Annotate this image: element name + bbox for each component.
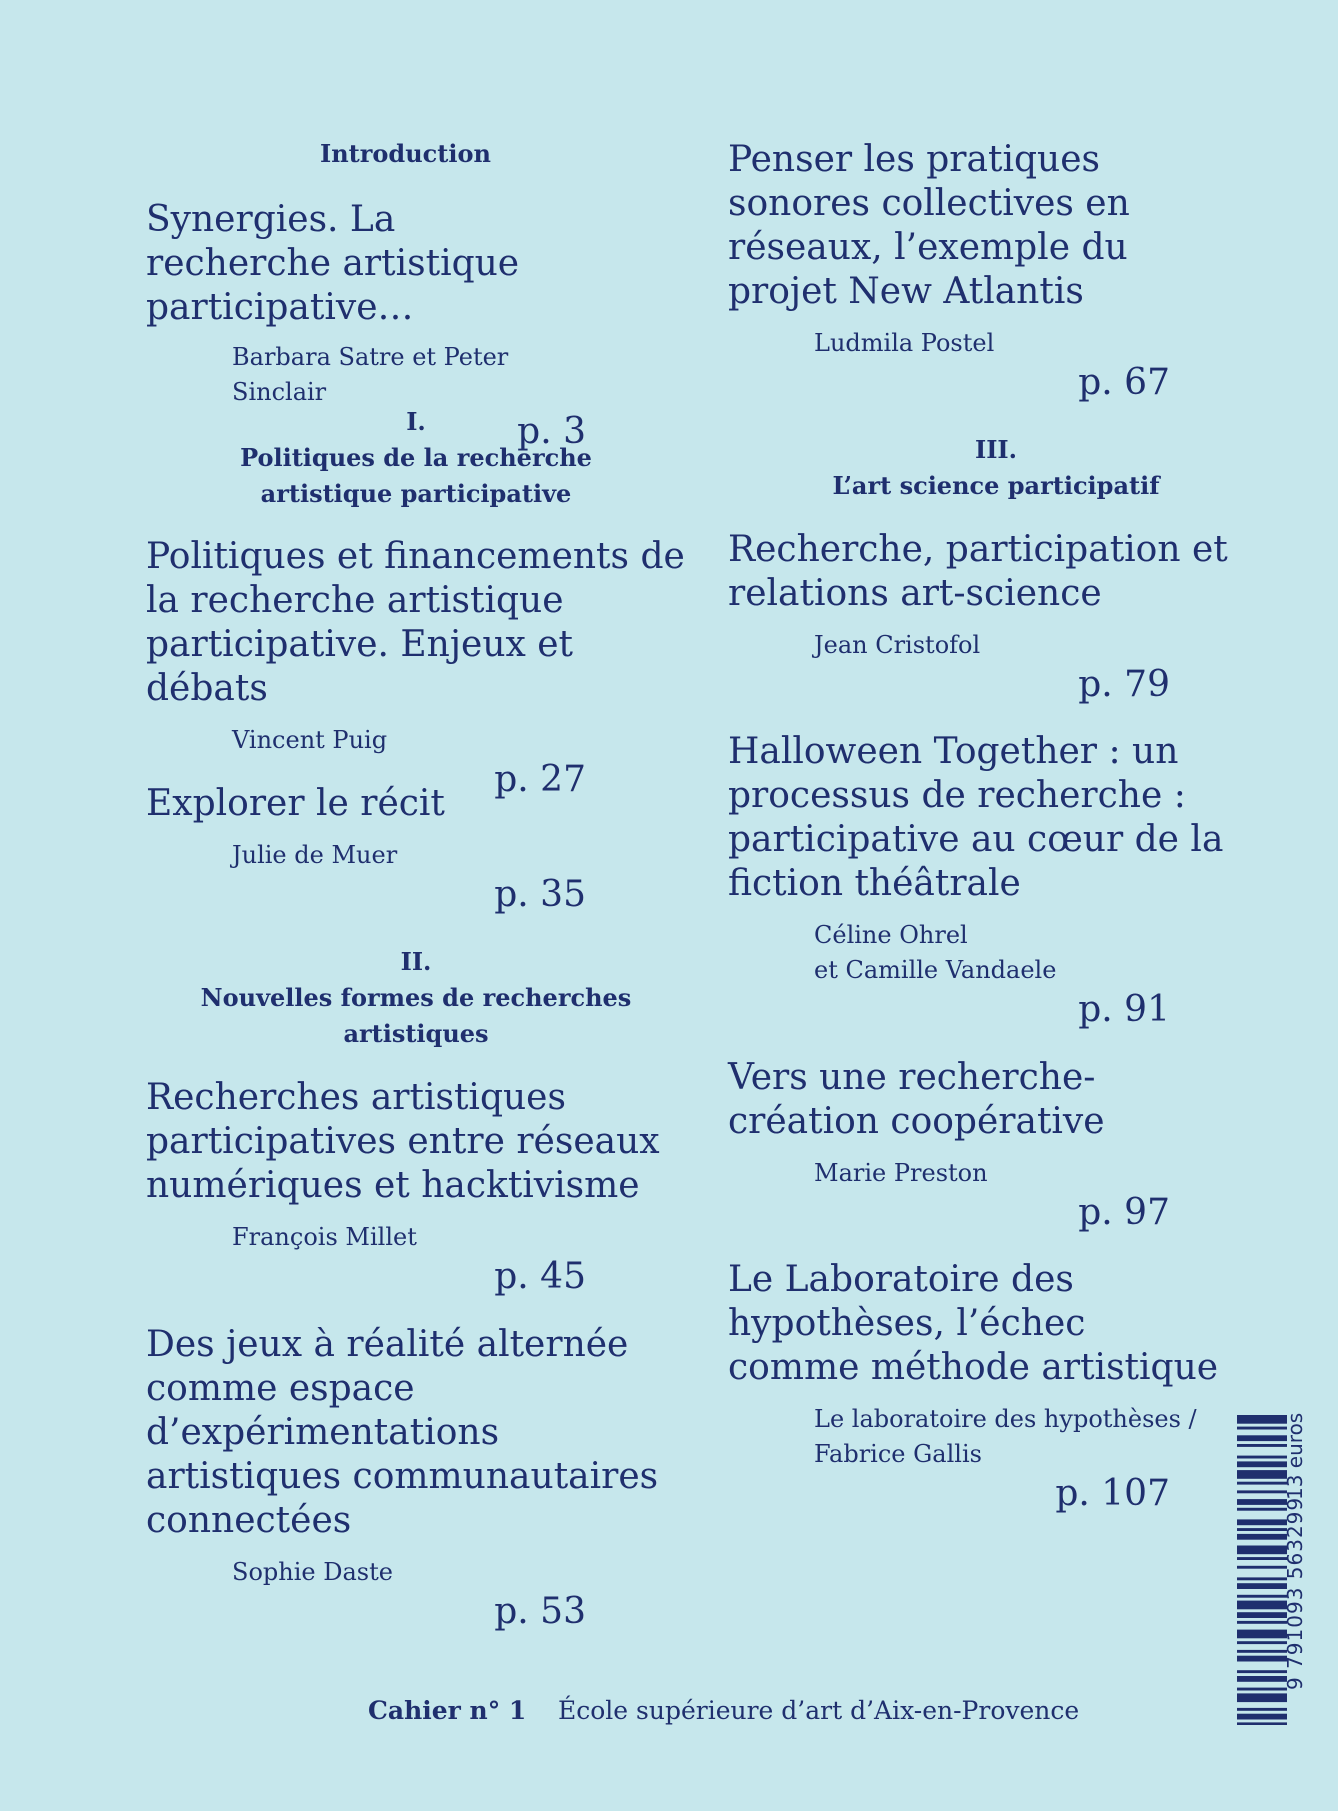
entry-author: Céline Ohrel et Camille Vandaele [814,921,1057,984]
price-label: 13 euros [1283,1412,1307,1500]
toc-entry-107 [728,1258,1228,1516]
entry-author: Le laboratoire des hypothèses / Fabrice Gallis [814,1405,1197,1468]
barcode-bar [1237,1656,1287,1662]
entry-author: Julie de Muer [232,841,398,869]
issue-label: Cahier n° 1 [368,1696,527,1725]
barcode-bar [1237,1630,1287,1639]
barcode-bar [1237,1482,1287,1485]
entry-author: François Millet [232,1223,417,1251]
entry-title: Synergies. La recherche artistique participative… [146,199,520,328]
section-heading-1 [146,404,686,512]
barcode-bar [1237,1612,1287,1618]
barcode-bar [1237,1688,1287,1691]
section-title: L’art science participatif [832,471,1160,500]
barcode-bar [1237,1435,1287,1441]
barcode-bar [1237,1566,1287,1569]
entry-page: p. 27 [494,759,586,800]
barcode-bar [1237,1557,1287,1560]
barcode-bar [1237,1595,1287,1598]
isbn-number: 9 791093 563299 [1283,1496,1307,1690]
introduction-label: Introduction [320,139,491,168]
entry-page: p. 67 [1078,362,1170,403]
entry-page: p. 35 [494,874,586,915]
entry-author: Ludmila Postel [814,329,995,357]
publisher-name: École supérieure d’art d’Aix-en-Provence [558,1696,1080,1725]
entry-author: Sophie Daste [232,1558,393,1586]
barcode-bar [1237,1546,1287,1555]
entry-title: Des jeux à réalité alternée comme espace d’expérimentations artistiques communautaires connectées [146,1324,659,1541]
entry-author: Jean Cristofol [814,631,981,659]
entry-title: Recherche, participation et relations art-science [728,529,1228,614]
barcode-bar [1237,1427,1287,1430]
barcode-bar [1237,1508,1287,1511]
entry-title: Explorer le récit [146,783,445,824]
section-title: Nouvelles formes de recherches artistiques [200,983,632,1048]
barcode-bar [1237,1470,1287,1479]
entry-title: Recherches artistiques participatives entre réseaux numériques et hacktivisme [146,1077,660,1206]
entry-title: Politiques et financements de la recherche artistique participative. Enjeux et débats [146,536,685,709]
toc-entry-91 [728,730,1228,1032]
entry-page: p. 45 [494,1256,586,1297]
barcode-bar [1237,1461,1287,1467]
introduction-heading [146,136,686,172]
barcode-bar [1237,1714,1287,1720]
barcode-bar [1237,1415,1287,1424]
entry-author: Barbara Satre et Peter Sinclair [232,343,509,406]
barcode-bar [1237,1499,1287,1505]
entry-author: Vincent Puig [232,726,388,754]
barcode-bar [1237,1577,1287,1580]
entry-page: p. 97 [1078,1192,1170,1233]
entry-title: Vers une recherche-création coopérative [728,1057,1105,1142]
section-numeral: II. [400,947,432,976]
entry-page: p. 107 [1055,1473,1170,1514]
entry-page: p. 79 [1078,664,1170,705]
toc-entry-35 [146,782,686,917]
barcode-bars [1237,1415,1287,1725]
section-title: Politiques de la recherche artistique participative [240,443,592,508]
toc-entry-97 [728,1056,1228,1235]
barcode-bar [1237,1676,1287,1682]
barcode-bar [1237,1650,1287,1653]
barcode-bar [1237,1519,1287,1525]
barcode-bar [1237,1534,1287,1540]
toc-entry-45 [146,1076,686,1299]
entry-title: Le Laboratoire des hypothèses, l’échec comme méthode artistique [728,1259,1219,1388]
barcode-bar [1237,1621,1287,1624]
barcode-bar [1237,1641,1287,1644]
barcode-bar [1237,1490,1287,1493]
section-heading-3 [728,432,1264,504]
toc-entry-79 [728,528,1228,707]
toc-entry-53 [146,1323,666,1634]
barcode-bar [1237,1444,1287,1447]
entry-title: Halloween Together : un processus de recherche : participative au cœur de la fiction théâtrale [728,731,1224,904]
barcode-bar [1237,1670,1287,1673]
entry-page: p. 53 [494,1591,586,1632]
barcode-bar [1237,1456,1287,1459]
entry-title: Penser les pratiques sonores collectives en réseaux, l’exemple du projet New Atlantis [728,139,1130,312]
barcode-bar [1237,1601,1287,1610]
section-numeral: I. [406,407,426,436]
section-heading-2 [146,944,686,1052]
toc-entry-27 [146,535,686,802]
section-numeral: III. [974,435,1018,464]
entry-author: Marie Preston [814,1159,988,1187]
entry-page: p. 91 [1078,989,1170,1030]
barcode-bar [1237,1708,1287,1711]
barcode-bar [1237,1693,1287,1702]
barcode-bar [1237,1528,1287,1531]
barcode-bar [1237,1583,1287,1589]
barcode-bar [1237,1722,1287,1725]
entry-page: p. 3 [517,411,586,452]
toc-entry-67 [728,138,1228,405]
